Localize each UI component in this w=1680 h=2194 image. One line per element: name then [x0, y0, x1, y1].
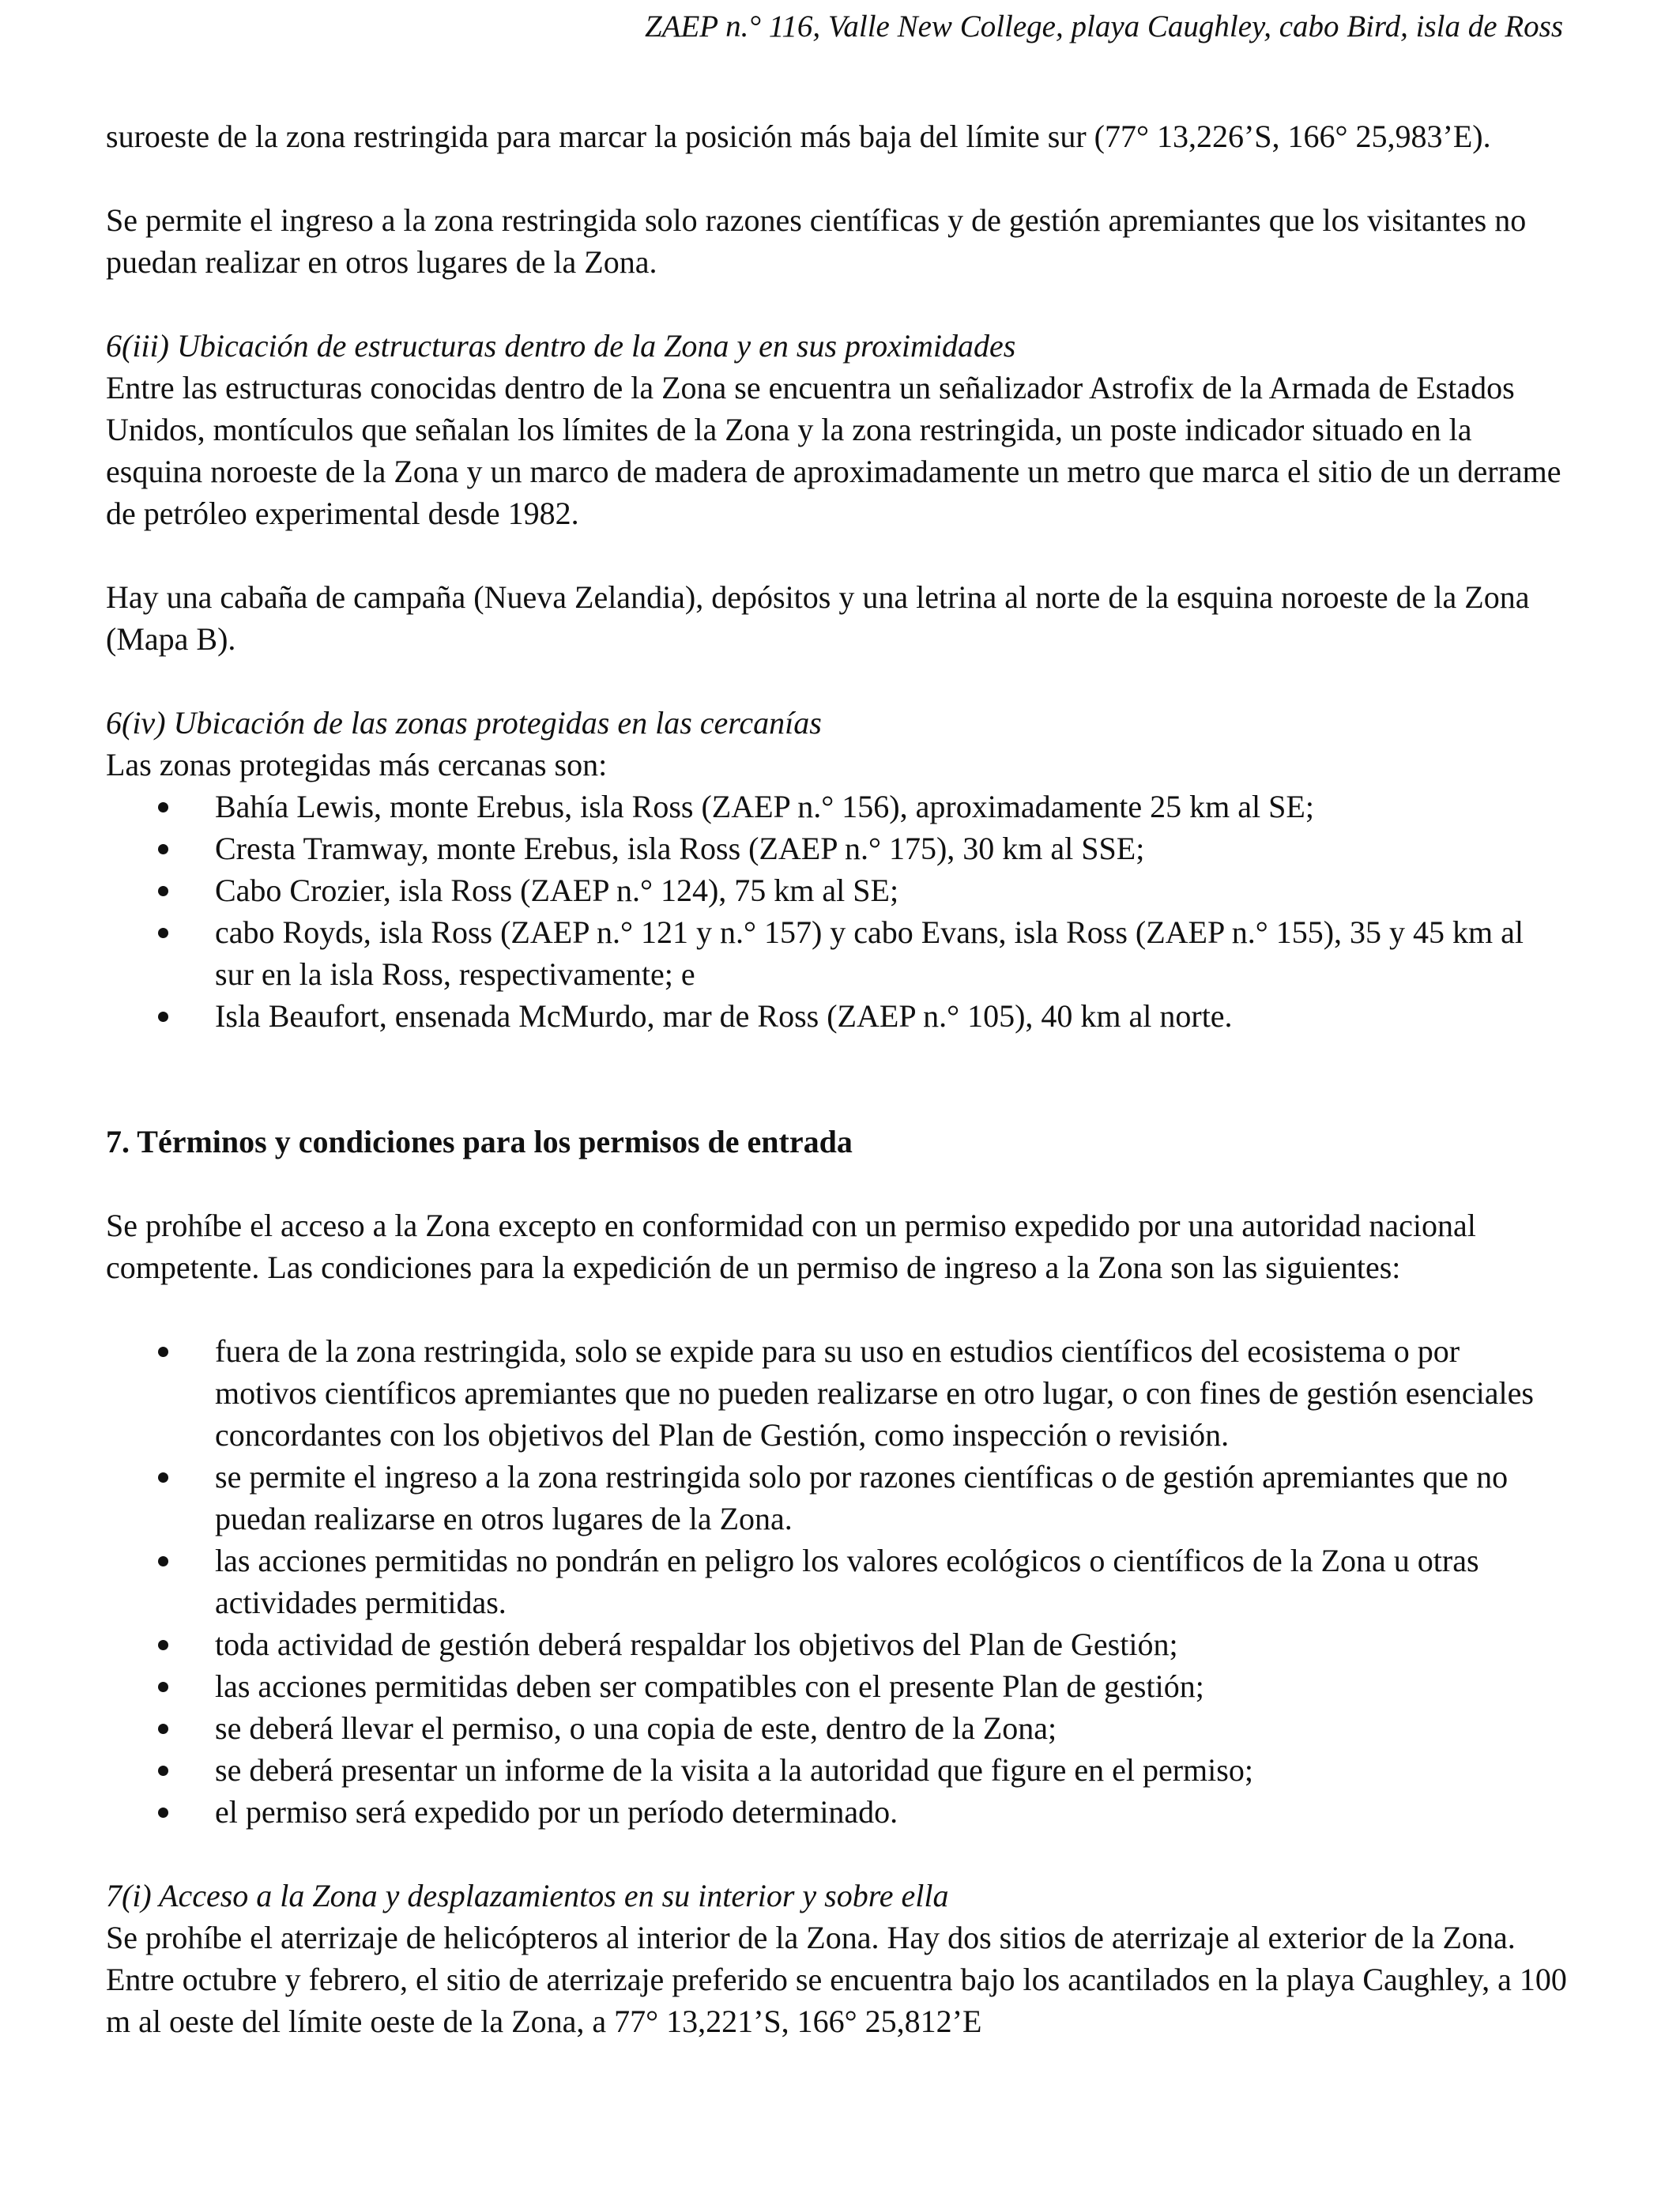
bullet-icon: [158, 1724, 168, 1734]
list-item: [106, 1540, 1568, 1623]
list-item-text: se deberá presentar un informe de la visita a la autoridad que figure en el permiso;: [215, 1752, 1253, 1788]
list-item-text: se deberá llevar el permiso, o una copia de este, dentro de la Zona;: [215, 1710, 1057, 1746]
list-item-text: las acciones permitidas no pondrán en peligro los valores ecológicos o científicos de la Zona u otras actividades permitidas.: [215, 1543, 1479, 1620]
bullet-icon: [158, 1640, 168, 1650]
bullet-icon: [158, 1766, 168, 1776]
bullet-icon: [158, 1012, 168, 1022]
bullet-icon: [158, 844, 168, 854]
bullet-icon: [158, 886, 168, 896]
list-item: [106, 995, 1568, 1037]
list-item: [106, 869, 1568, 911]
paragraph-structures: Entre las estructuras conocidas dentro de la Zona se encuentra un señalizador Astrofix de la Armada de Estados Unidos, montículos que señalan los límites de la Zona y la zona restringida, un poste indicador situado en la esquina noroeste de la Zona y un marco de madera de aproximadamente un metro que marca el sitio de un derrame de petróleo experimental desde 1982.: [106, 370, 1561, 531]
heading-7i: 7(i) Acceso a la Zona y desplazamientos en su interior y sobre ella: [106, 1878, 949, 1913]
list-item: [106, 1707, 1568, 1749]
heading-6iii: 6(iii) Ubicación de estructuras dentro de la Zona y en sus proximidades: [106, 328, 1016, 364]
list-item-text: cabo Royds, isla Ross (ZAEP n.° 121 y n.° 157) y cabo Evans, isla Ross (ZAEP n.° 155), 35 y 45 km al sur en la isla Ross, respectivamente; e: [215, 914, 1524, 992]
bullet-icon: [158, 1472, 168, 1483]
list-item: [106, 1330, 1568, 1456]
bullet-icon: [158, 1682, 168, 1692]
list-item-text: toda actividad de gestión deberá respaldar los objetivos del Plan de Gestión;: [215, 1627, 1178, 1662]
bullet-icon: [158, 802, 168, 812]
nearby-areas-list: [106, 786, 1568, 1037]
list-item-text: Cresta Tramway, monte Erebus, isla Ross (ZAEP n.° 175), 30 km al SSE;: [215, 831, 1145, 866]
list-item: [106, 911, 1568, 995]
paragraph-restricted-limit: suroeste de la zona restringida para marcar la posición más baja del límite sur (77° 13,226’S, 166° 25,983’E).: [106, 119, 1491, 154]
permit-conditions-list: [106, 1330, 1568, 1833]
heading-section-7: 7. Términos y condiciones para los permisos de entrada: [106, 1124, 853, 1159]
list-item: [106, 1456, 1568, 1540]
paragraph-hut: Hay una cabaña de campaña (Nueva Zelandia), depósitos y una letrina al norte de la esquina noroeste de la Zona (Mapa B).: [106, 579, 1530, 657]
list-item-text: Bahía Lewis, monte Erebus, isla Ross (ZAEP n.° 156), aproximadamente 25 km al SE;: [215, 789, 1314, 824]
list-item: [106, 786, 1568, 827]
list-item-text: se permite el ingreso a la zona restringida solo por razones científicas o de gestión apremiantes que no puedan realizarse en otros lugares de la Zona.: [215, 1459, 1509, 1536]
list-item: [106, 1791, 1568, 1833]
paragraph-nearby-intro: Las zonas protegidas más cercanas son:: [106, 747, 608, 782]
bullet-icon: [158, 1347, 168, 1357]
heading-6iv: 6(iv) Ubicación de las zonas protegidas en las cercanías: [106, 705, 822, 741]
paragraph-permit-intro: Se prohíbe el acceso a la Zona excepto en conformidad con un permiso expedido por una autoridad nacional competente. Las condiciones para la expedición de un permiso de ingreso a la Zona son las siguientes:: [106, 1208, 1476, 1285]
bullet-icon: [158, 1556, 168, 1566]
list-item: [106, 1623, 1568, 1665]
bullet-icon: [158, 928, 168, 938]
list-item: [106, 1749, 1568, 1791]
list-item-text: Cabo Crozier, isla Ross (ZAEP n.° 124), 75 km al SE;: [215, 873, 899, 908]
list-item: [106, 827, 1568, 869]
paragraph-restricted-entry: Se permite el ingreso a la zona restringida solo razones científicas y de gestión apremiantes que los visitantes no puedan realizar en otros lugares de la Zona.: [106, 202, 1527, 280]
running-header: ZAEP n.° 116, Valle New College, playa Caughley, cabo Bird, isla de Ross: [644, 9, 1563, 43]
list-item-text: fuera de la zona restringida, solo se expide para su uso en estudios científicos del ecosistema o por motivos científicos apremiantes que no pueden realizarse en otro lugar, o con fines de gestión esenciales concordantes con los objetivos del Plan de Gestión, como inspección o revisión.: [215, 1333, 1534, 1453]
list-item-text: el permiso será expedido por un período determinado.: [215, 1794, 898, 1830]
bullet-icon: [158, 1808, 168, 1818]
list-item: [106, 1665, 1568, 1707]
paragraph-access: Se prohíbe el aterrizaje de helicópteros al interior de la Zona. Hay dos sitios de aterrizaje al exterior de la Zona. Entre octubre y febrero, el sitio de aterrizaje preferido se encuentra bajo los acantilados en la playa Caughley, a 100 m al oeste del límite oeste de la Zona, a 77° 13,221’S, 166° 25,812’E: [106, 1920, 1567, 2039]
list-item-text: las acciones permitidas deben ser compatibles con el presente Plan de gestión;: [215, 1668, 1204, 1704]
list-item-text: Isla Beaufort, ensenada McMurdo, mar de Ross (ZAEP n.° 105), 40 km al norte.: [215, 998, 1233, 1034]
page-body: [106, 115, 1568, 2042]
